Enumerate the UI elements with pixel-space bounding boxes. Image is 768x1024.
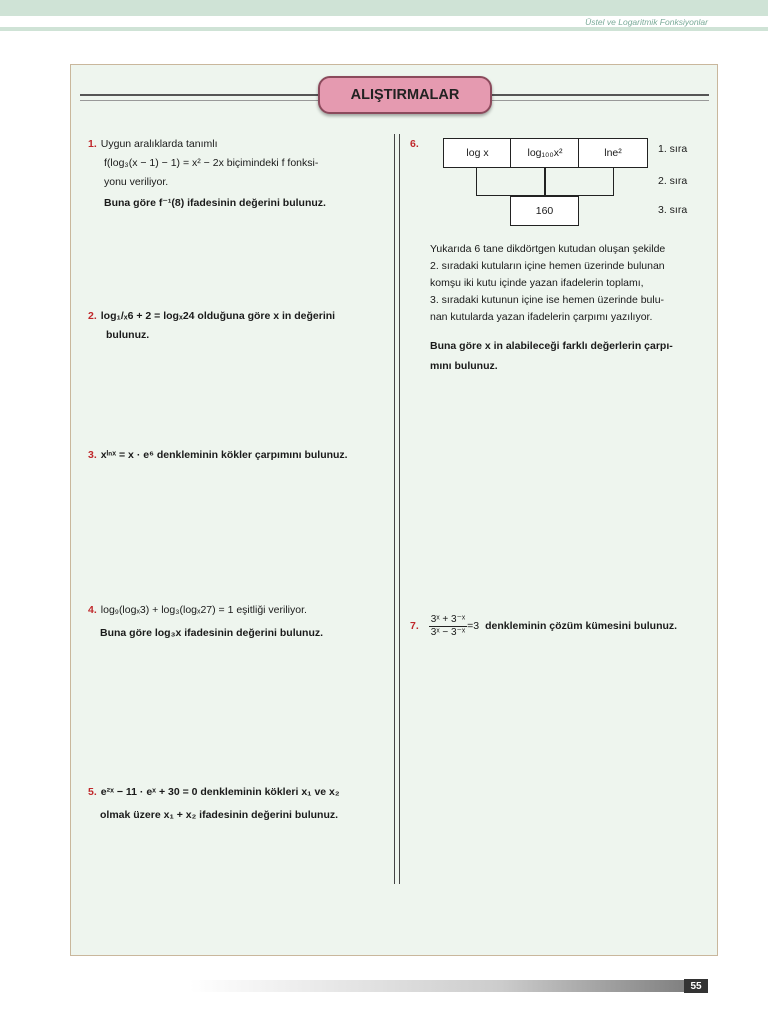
banner-rule-left <box>80 94 320 101</box>
box-lne2: lne² <box>578 138 648 168</box>
q7-equals: =3 <box>467 620 480 632</box>
question-3 <box>88 446 388 465</box>
page-number: 55 <box>684 979 708 993</box>
q7-fraction <box>429 614 467 639</box>
q1-line3: yonu veriliyor. <box>104 176 169 188</box>
box-row3: 160 <box>510 196 579 226</box>
q6-para-line: nan kutularda yazan ifadelerin çarpımı yazılıyor. <box>430 311 653 323</box>
q6-question-line2: mını bulunuz. <box>430 360 498 372</box>
question-1 <box>88 135 388 213</box>
q1-line2: f(log₃(x − 1) − 1) = x² − 2x biçimindeki f fonksi- <box>104 157 319 169</box>
question-number: 7. <box>410 620 419 632</box>
question-number: 1. <box>88 138 97 150</box>
footer-bar <box>190 980 708 992</box>
row2-box-left <box>476 167 546 196</box>
header-title: Üstel ve Logaritmik Fonksiyonlar <box>585 17 708 27</box>
q7-denominator: 3ˣ − 3⁻ˣ <box>430 627 466 638</box>
question-6-text <box>430 241 710 376</box>
q5-line1: e²ˣ − 11 · eˣ + 30 = 0 denkleminin kökleri x₁ ve x₂ <box>100 786 340 798</box>
question-5 <box>88 783 388 825</box>
question-number: 6. <box>410 138 419 150</box>
column-divider <box>394 134 400 884</box>
q2-line1: log₁/ₓ6 + 2 = logₓ24 olduğuna göre x in değerini <box>100 310 336 322</box>
question-number: 5. <box>88 786 97 798</box>
row-label-2: 2. sıra <box>658 175 688 187</box>
q6-para-line: 3. sıradaki kutunun içine ise hemen üzerinde bulu- <box>430 294 665 306</box>
row-label-1: 1. sıra <box>658 143 688 155</box>
banner-rule-right <box>487 94 709 101</box>
q5-line2: olmak üzere x₁ + x₂ ifadesinin değerini bulunuz. <box>100 809 339 821</box>
q7-text: denkleminin çözüm kümesini bulunuz. <box>485 620 678 632</box>
question-number: 3. <box>88 449 97 461</box>
top-band-line <box>0 27 768 31</box>
question-7 <box>410 614 710 639</box>
section-banner: ALIŞTIRMALAR <box>318 76 492 114</box>
question-number: 2. <box>88 310 97 322</box>
box-log-x: log x <box>443 138 512 168</box>
row-label-3: 3. sıra <box>658 204 688 216</box>
question-number: 4. <box>88 604 97 616</box>
q2-line2: bulunuz. <box>106 329 150 341</box>
q6-para-line: komşu iki kutu içinde yazan ifadelerin toplamı, <box>430 277 644 289</box>
q6-para-line: Yukarıda 6 tane dikdörtgen kutudan oluşan şekilde <box>430 243 666 255</box>
q4-line1: log₉(logₓ3) + log₃(logₓ27) = 1 eşitliği veriliyor. <box>100 604 307 616</box>
q6-question-line1: Buna göre x in alabileceği farklı değerlerin çarpı- <box>430 340 673 352</box>
box-log100-x2: log₁₀₀x² <box>510 138 580 168</box>
q6-para-line: 2. sıradaki kutuların içine hemen üzerinde bulunan <box>430 260 665 272</box>
q7-numerator: 3ˣ + 3⁻ˣ <box>430 614 466 625</box>
q4-question: Buna göre log₃x ifadesinin değerini bulunuz. <box>100 627 324 639</box>
top-band <box>0 0 768 16</box>
q1-line1: Uygun aralıklarda tanımlı <box>100 138 218 150</box>
row2-box-right <box>544 167 614 196</box>
question-2 <box>88 307 388 345</box>
q3-line1: xˡⁿˣ = x · e⁶ denkleminin kökler çarpımını bulunuz. <box>100 449 348 461</box>
question-4 <box>88 601 388 643</box>
q1-question: Buna göre f⁻¹(8) ifadesinin değerini bulunuz. <box>104 197 326 209</box>
question-6-number <box>410 135 423 154</box>
